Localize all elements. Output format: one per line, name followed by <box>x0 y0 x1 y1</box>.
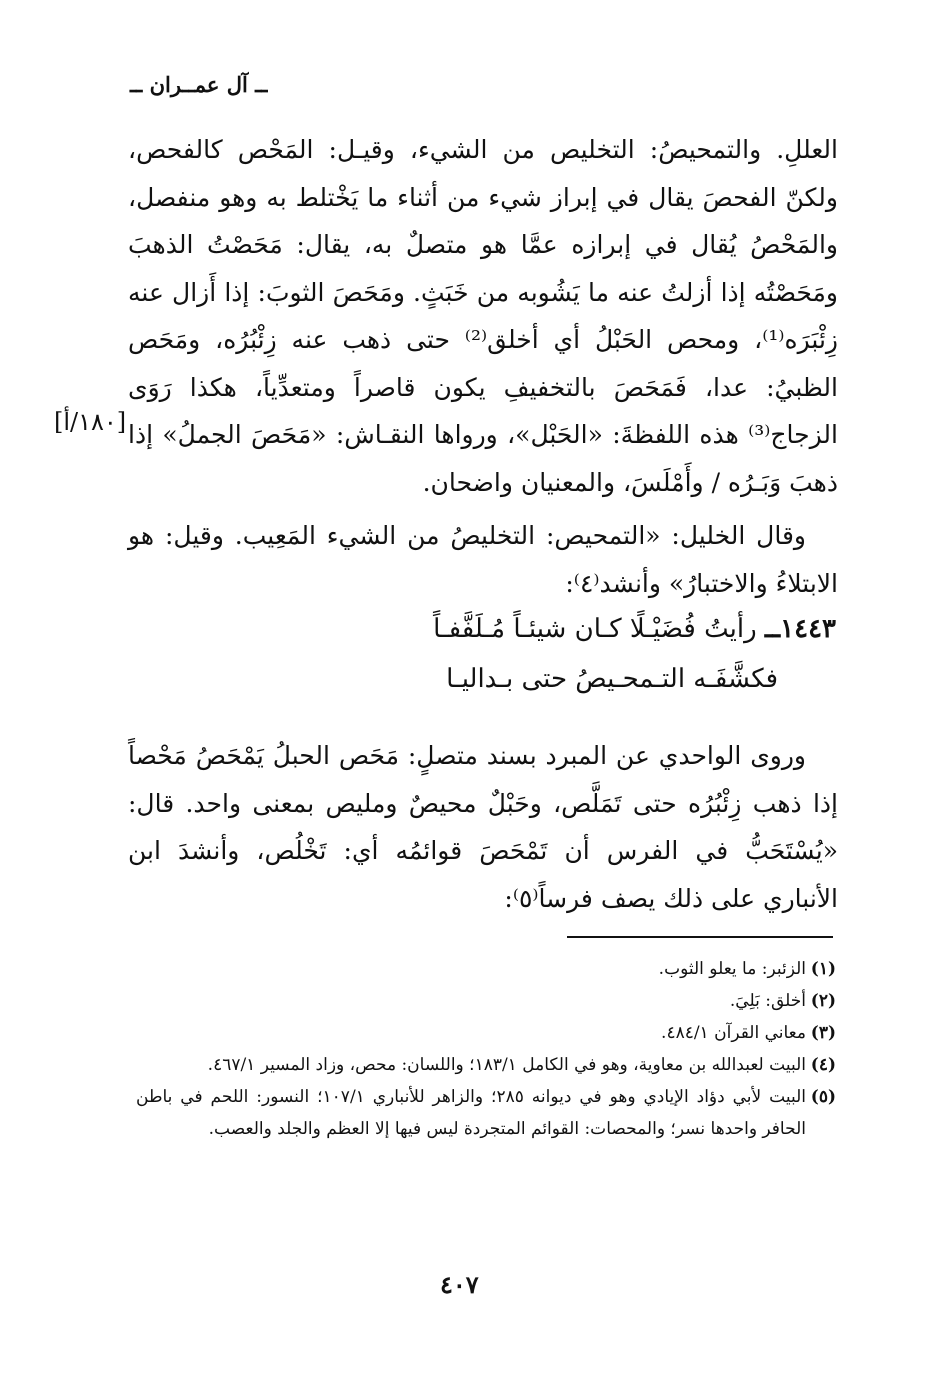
paragraph-1: العللِ. والتمحيصُ: التخليص من الشيء، وقيـل: المَحْص كالفحص، ولكنّ الفحصَ يقال في إبراز شيء من أثناء ما يَخْتلط به وهو منفصل، والمَحْصُ يُقال في إبرازه عمَّا هو متصلٌ به، يقال: مَحَصْتُ الذهبَ ومَحَصْتُه إذا أزلتُ عنه ما يَشُوبه من خَبَثٍ. ومَحَصَ الثوبَ: إذا أَزال عنه زِئْبَرَه⁽¹⁾، ومحص الحَبْلُ أي أخلق⁽²⁾ حتى ذهب عنه زِئْبُرُه، ومَحَص الظبيُ: عدا، فَمَحَصَ بالتخفيفِ يكون قاصراً ومتعدِّياً، هكذا رَوَى الزجاج⁽³⁾ هذه اللفظةَ: «الحَبْل»، ورواها النقـاش: «مَحَصَ الجملُ» إذا ذهبَ وَبَـرُه / وأَمْلَسَ، والمعنيان واضحان. <box>128 135 838 497</box>
footnote-item <box>136 985 836 1017</box>
page-number: ٤٠٧ <box>440 1270 479 1299</box>
footnote-number: (٤) <box>810 1055 836 1075</box>
footnote-item <box>136 953 836 985</box>
main-text-block-2 <box>128 726 838 922</box>
footnote-number: (١) <box>810 959 836 979</box>
running-header: ــ آل عمــران ــ <box>130 72 268 97</box>
footnote-divider <box>567 936 833 938</box>
verse-second-hemistich <box>446 664 778 694</box>
footnote-item <box>136 1081 836 1145</box>
footnote-number: (٣) <box>810 1023 836 1043</box>
footnote-text: الزئبر: ما يعلو الثوب. <box>658 959 806 979</box>
footnote-text: البيت لعبدالله بن معاوية، وهو في الكامل ١٨٣/١؛ واللسان: محص، وزاد المسير ٤٦٧/١. <box>207 1055 806 1075</box>
footnote-number: (٥) <box>810 1087 836 1107</box>
footnote-number: (٢) <box>810 991 836 1011</box>
footnote-item <box>136 1017 836 1049</box>
footnote-text: البيت لأبي دؤاد الإيادي وهو في ديوانه ٢٨٥؛ والزاهر للأنباري ١٠٧/١؛ النسور: اللحم في باطن الحافر واحدها نسر؛ والمحصات: القوائم المتجردة ليس فيها إلا العظم والجلد والعصب. <box>136 1087 807 1139</box>
footnote-item <box>136 1049 836 1081</box>
verse-line-1: رأيتُ فُضَيْـلًا كـان شيئـاً مُـلَفَّفـاً <box>433 614 757 644</box>
main-text-block-1 <box>128 126 838 607</box>
footnote-text: أخلق: بَلِيَ. <box>729 991 806 1011</box>
footnotes <box>136 953 836 1145</box>
paragraph-2: وقال الخليل: «التمحيص: التخليصُ من الشيء المَعِيب. وقيل: هو الابتلاءُ والاختبارُ» وأنشد⁽٤⁾: <box>128 521 838 598</box>
footnote-text: معاني القرآن ٤٨٤/١. <box>661 1023 806 1043</box>
manuscript-folio-marker: [١٨٠/أ] <box>54 408 127 436</box>
verse-line-2: فكشَّفَـه التـمحـيصُ حتى بـداليـا <box>446 664 778 694</box>
verse-first-hemistich <box>433 614 836 644</box>
paragraph-3: وروى الواحدي عن المبرد بسند متصلٍ: مَحَص الحبلُ يَمْحَصُ مَحْصاً إذا ذهب زِئْبُرُه حتى تَمَلَّص، وحَبْلٌ محيصٌ ومليص بمعنى واحد. قال: «يُسْتَحَبُّ في الفرس أن تَمْحَصَ قوائمُه أي: تَخْلُص، وأنشدَ ابن الأنباري على ذلك يصف فرساً⁽٥⁾: <box>128 741 838 913</box>
verse-number: ١٤٤٣ــ <box>764 614 836 644</box>
